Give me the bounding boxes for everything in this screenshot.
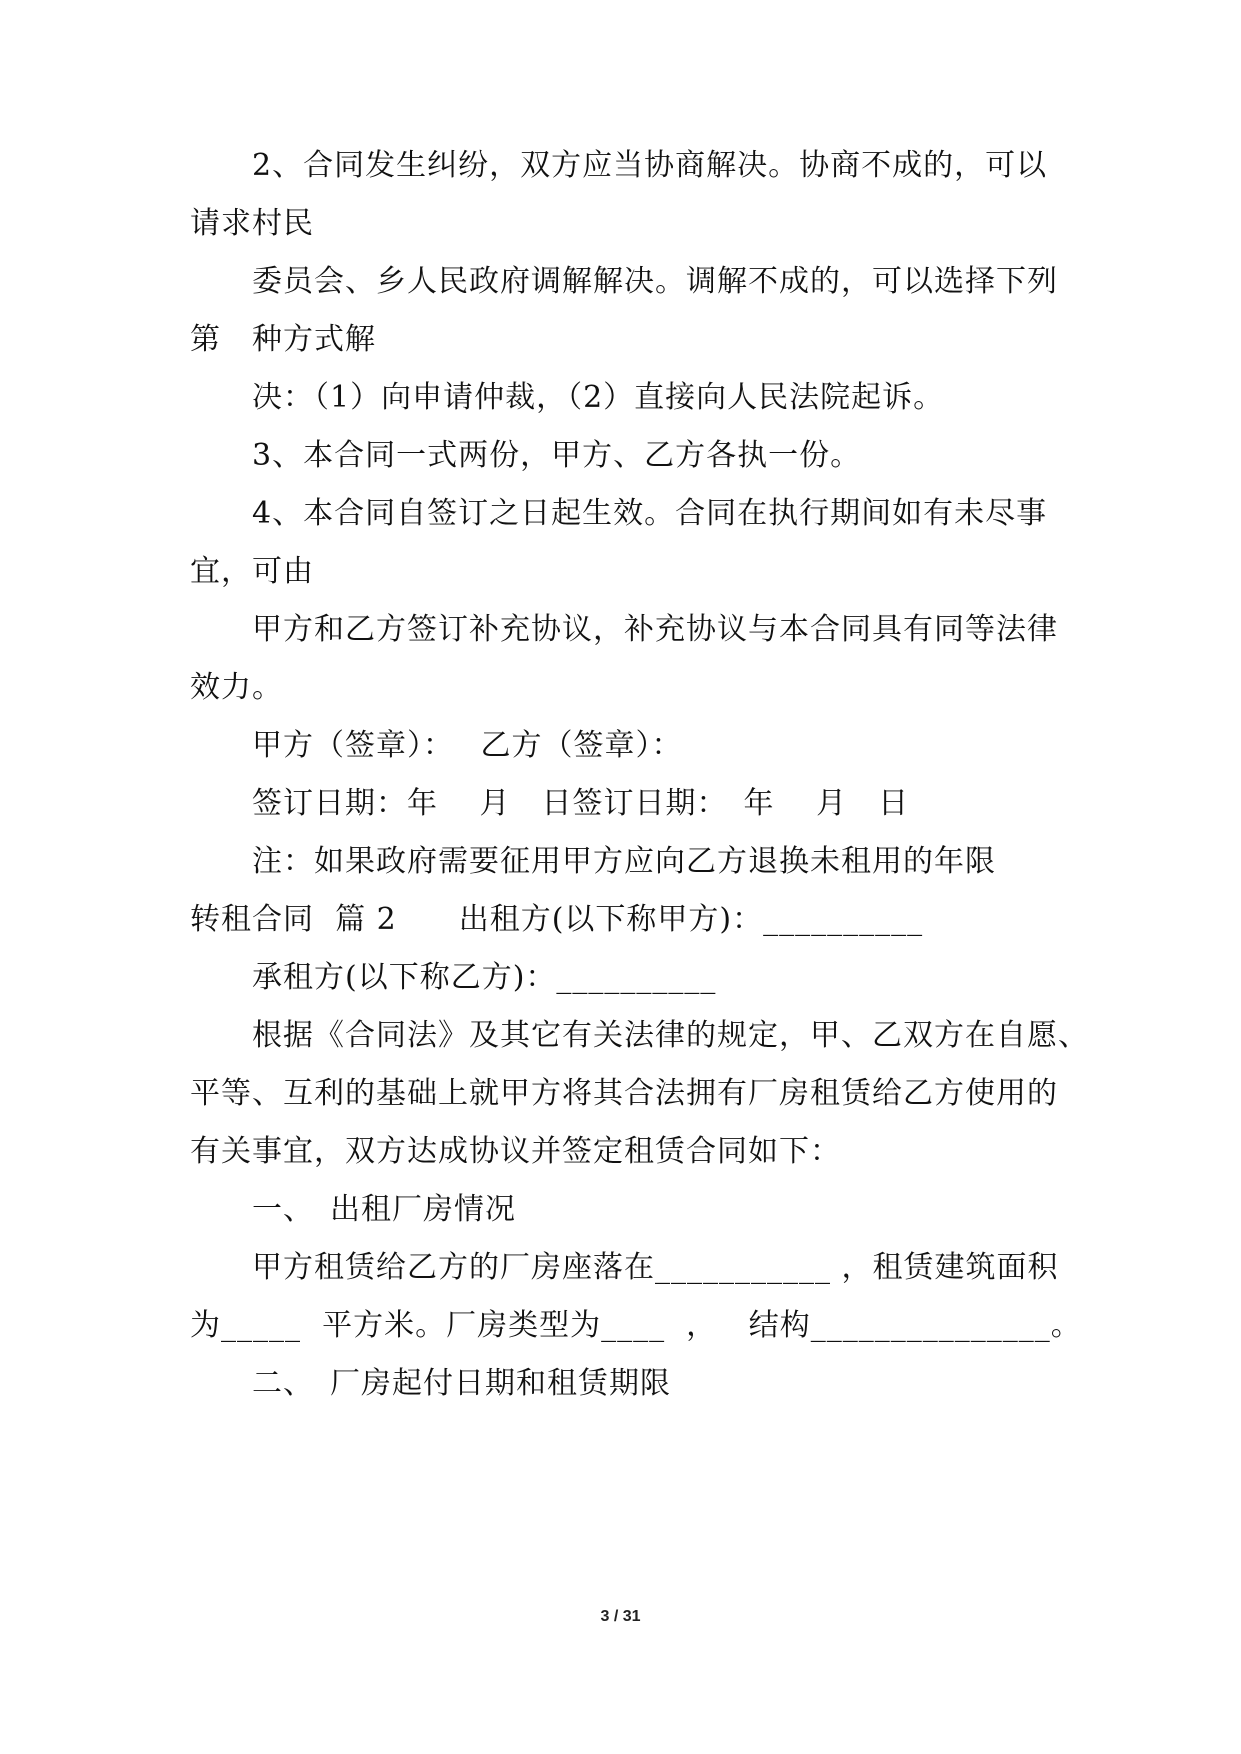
paragraph-line: 2、合同发生纠纷，双方应当协商解决。协商不成的，可以 [252, 148, 1048, 183]
paragraph-line: 请求村民 [190, 206, 314, 241]
paragraph-line: 甲方租赁给乙方的厂房座落在___________ ，租赁建筑面积 [252, 1250, 1059, 1285]
signing-date-line: 签订日期：年 月 日签订日期： 年 月 日 [252, 786, 910, 821]
paragraph-line: 甲方和乙方签订补充协议，补充协议与本合同具有同等法律 [252, 612, 1058, 647]
paragraph-line: 第 种方式解 [190, 322, 376, 357]
paragraph-line: 有关事宜，双方达成协议并签定租赁合同如下： [190, 1134, 841, 1169]
signature-line: 甲方（签章）： 乙方（签章）： [252, 728, 683, 763]
clause-heading: 二、 厂房起付日期和租赁期限 [252, 1366, 671, 1401]
page-number: 3 / 31 [600, 1608, 641, 1625]
paragraph-line: 承租方(以下称乙方)：__________ [252, 960, 717, 995]
paragraph-line: 决：（1）向申请仲裁，（2）直接向人民法院起诉。 [252, 380, 945, 415]
paragraph-line: 效力。 [190, 670, 283, 705]
paragraph-line: 宜，可由 [190, 554, 314, 589]
section-heading-line: 转租合同 篇 2 出租方(以下称甲方)：__________ [190, 902, 924, 937]
paragraph-line: 4、本合同自签订之日起生效。合同在执行期间如有未尽事 [252, 496, 1048, 531]
clause-heading: 一、 出租厂房情况 [252, 1192, 516, 1227]
paragraph-line: 平等、互利的基础上就甲方将其合法拥有厂房租赁给乙方使用的 [190, 1076, 1058, 1111]
paragraph-line: 委员会、乡人民政府调解解决。调解不成的，可以选择下列 [252, 264, 1058, 299]
paragraph-line: 根据《合同法》及其它有关法律的规定，甲、乙双方在自愿、 [252, 1018, 1089, 1053]
paragraph-line: 3、本合同一式两份，甲方、乙方各执一份。 [252, 438, 862, 473]
paragraph-line: 为_____ 平方米。厂房类型为____ ， 结构_______________。 [190, 1308, 1082, 1343]
note-line: 注：如果政府需要征用甲方应向乙方退换未租用的年限 [252, 844, 996, 879]
